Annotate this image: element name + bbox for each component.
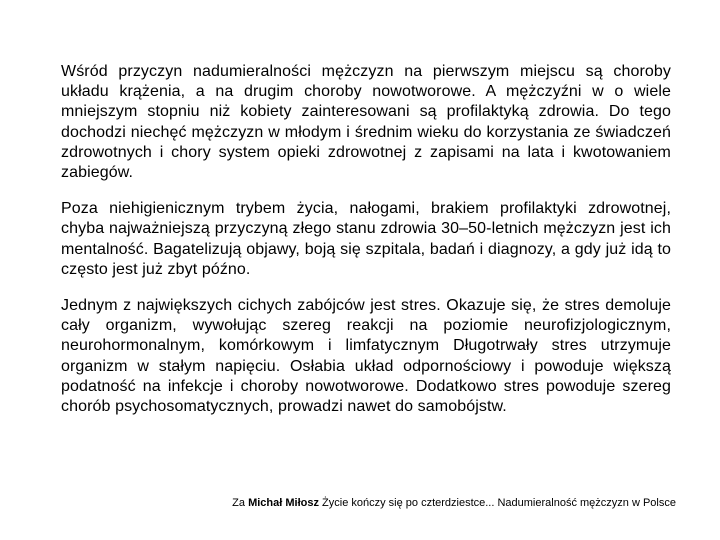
citation-prefix: Za: [232, 497, 249, 509]
source-citation: [232, 496, 676, 510]
text-body: [61, 62, 671, 417]
paragraph-stress: Jednym z największych cichych zabójców jest stres. Okazuje się, że stres demoluje cały organizm, wywołując szereg reakcji na poziomie neurofizjologicznym, neurohormonalnym, komórkowym i limfatycznym Długotrwały stres utrzymuje organizm w stałym napięciu. Osłabia układ odpornościowy i powoduje większą podatność na infekcje i choroby nowotworowe. Dodatkowo stres powoduje szereg chorób psychosomatycznych, prowadzi nawet do samobójstw.: [61, 297, 671, 416]
citation-author: Michał Miłosz: [248, 497, 319, 509]
paragraph-mentality: Poza niehigienicznym trybem życia, nałogami, brakiem profilaktyki zdrowotnej, chyba najważniejszą przyczyną złego stanu zdrowia 30–50-letnich mężczyzn jest ich mentalność. Bagatelizują objawy, boją się szpitala, badań i diagnozy, a gdy już idą to często jest już zbyt późno.: [61, 200, 671, 278]
citation-title: Życie kończy się po czterdziestce... Nadumieralność mężczyzn w Polsce: [318, 497, 676, 509]
paragraph-causes: Wśród przyczyn nadumieralności mężczyzn na pierwszym miejscu są choroby układu krążenia, a na drugim choroby nowotworowe. A mężczyźni w o wiele mniejszym stopniu niż kobiety zainteresowani są profilaktyką zdrowia. Do tego dochodzi niechęć mężczyzn w młodym i średnim wieku do korzystania ze świadczeń zdrowotnych i chory system opieki zdrowotnej z zapisami na lata i kwotowaniem zabiegów.: [61, 63, 671, 182]
